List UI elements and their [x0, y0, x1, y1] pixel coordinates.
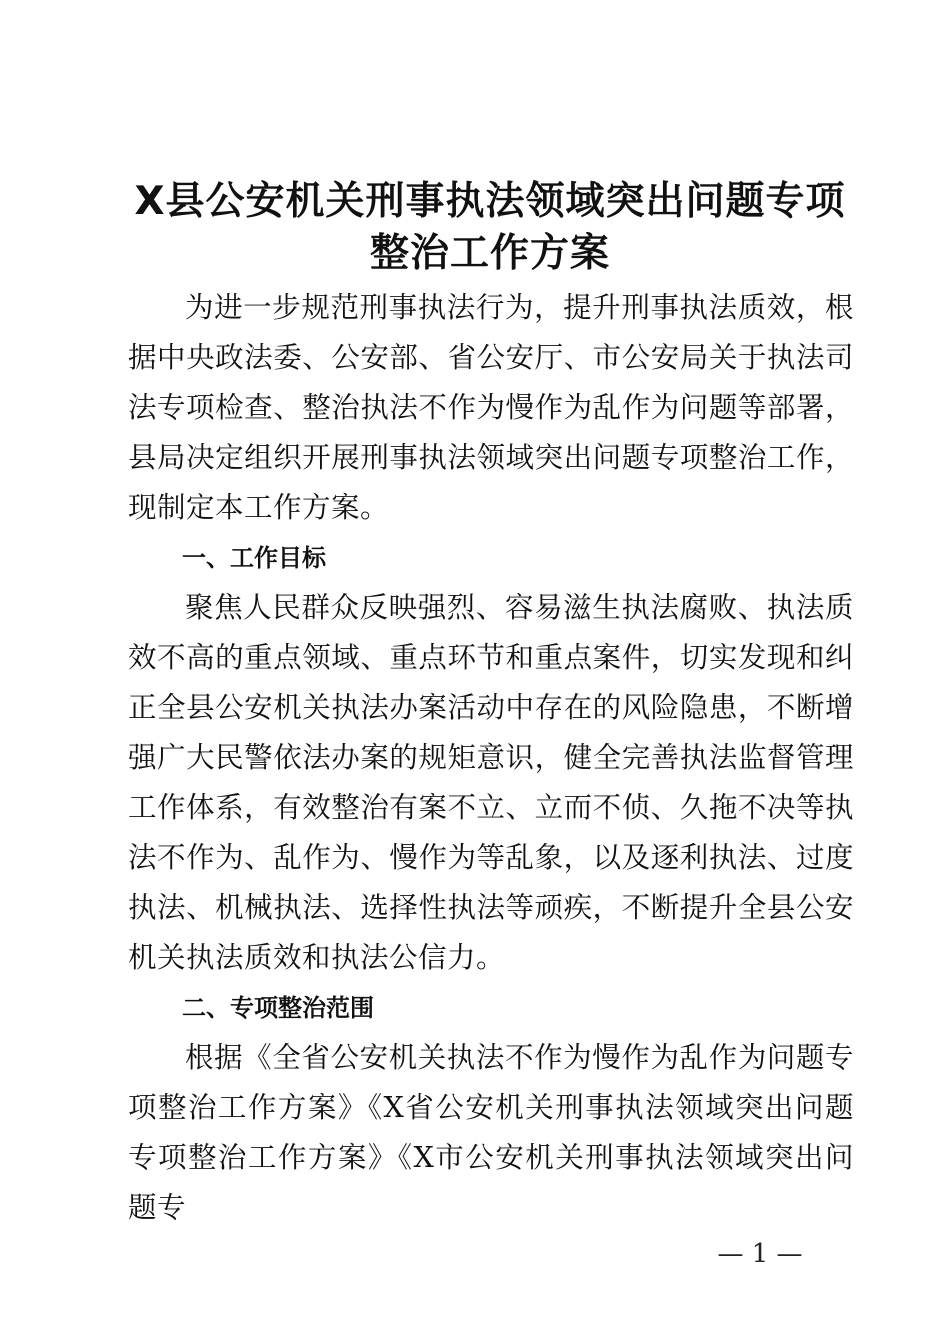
- scope-paragraph: 根据《全省公安机关执法不作为慢作为乱作为问题专项整治工作方案》《X省公安机关刑事执法领域突出问题专项整治工作方案》《X市公安机关刑事执法领域突出问题专: [128, 1041, 854, 1224]
- document-body: [128, 283, 854, 1233]
- section-heading-scope: 二、专项整治范围: [182, 994, 374, 1022]
- section-heading-work-goals: 一、工作目标: [182, 544, 326, 572]
- intro-paragraph: 为进一步规范刑事执法行为，提升刑事执法质效，根据中央政法委、公安部、省公安厅、市公安局关于执法司法专项检查、整治执法不作为慢作为乱作为问题等部署，县局决定组织开展刑事执法领域突出问题专项整治工作，现制定本工作方案。: [128, 291, 854, 524]
- page-number: — 1 —: [717, 1239, 803, 1269]
- document-title: X县公安机关刑事执法领域突出问题专项整治工作方案: [134, 179, 846, 276]
- work-goals-paragraph: 聚焦人民群众反映强烈、容易滋生执法腐败、执法质效不高的重点领域、重点环节和重点案件，切实发现和纠正全县公安机关执法办案活动中存在的风险隐患，不断增强广大民警依法办案的规矩意识，健全完善执法监督管理工作体系，有效整治有案不立、立而不侦、久拖不决等执法不作为、乱作为、慢作为等乱象，以及逐利执法、过度执法、机械执法、选择性执法等顽疾，不断提升全县公安机关执法质效和执法公信力。: [128, 591, 854, 974]
